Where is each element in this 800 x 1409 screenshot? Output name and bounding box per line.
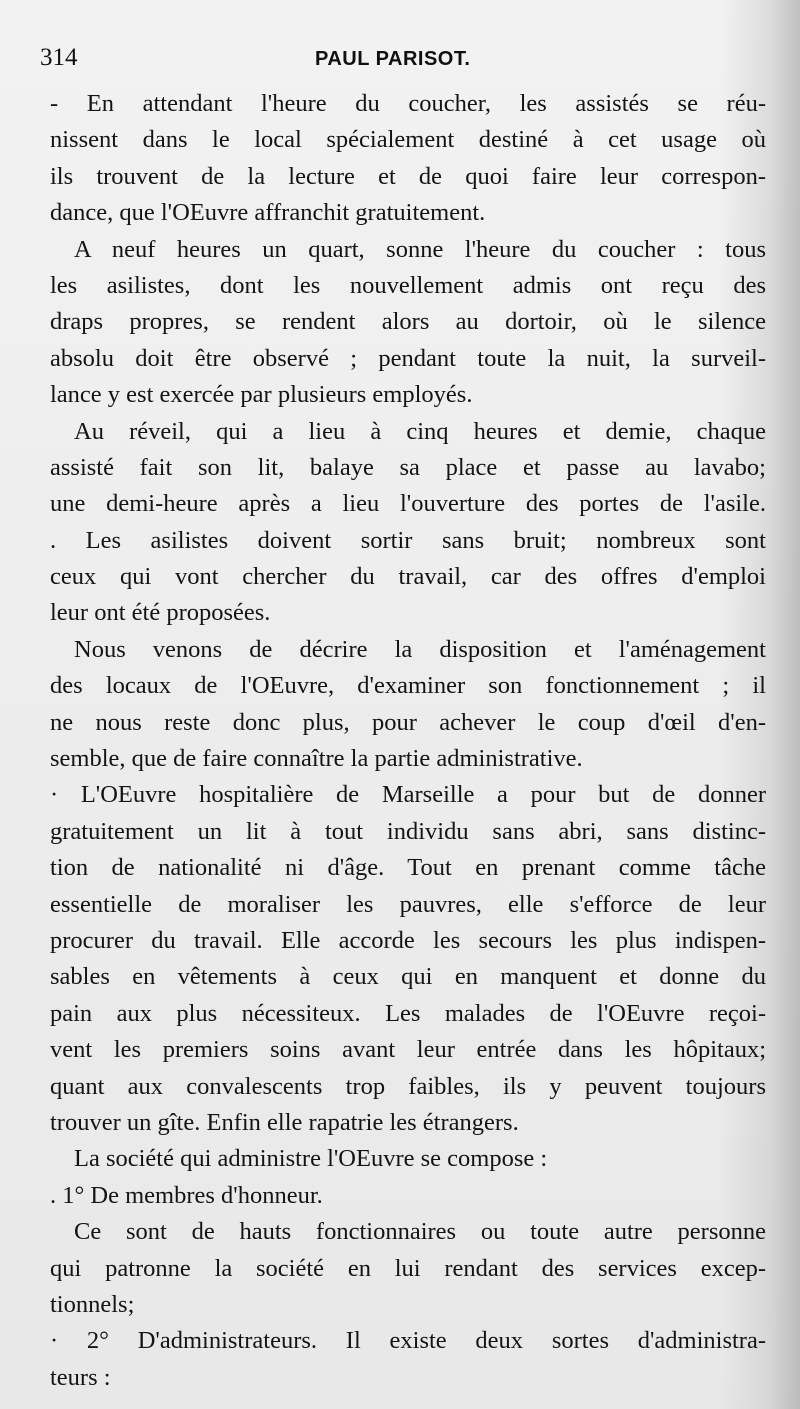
text-line: nissent dans le local spécialement destiné à cet usage où [50,126,766,154]
text-line: trouver un gîte. Enfin elle rapatrie les étrangers. [50,1108,519,1136]
page-header [40,44,760,78]
text-line: essentielle de moraliser les pauvres, elle s'efforce de leur [50,890,766,918]
text-line: semble, que de faire connaître la partie administrative. [50,745,583,773]
text-line: vent les premiers soins avant leur entrée dans les hôpitaux; [50,1036,766,1064]
text-line: tion de nationalité ni d'âge. Tout en prenant comme tâche [50,854,766,882]
text-line: assisté fait son lit, balaye sa place et passe au lavabo; [50,453,766,481]
text-line: ne nous reste donc plus, pour achever le coup d'œil d'en- [50,708,766,736]
text-line: lance y est exercée par plusieurs employés. [50,381,473,409]
text-line: leur ont été proposées. [50,599,271,627]
text-line: · L'OEuvre hospitalière de Marseille a pour but de donner [50,781,766,809]
text-line: qui patronne la société en lui rendant des services excep- [50,1254,766,1282]
text-line: - En attendant l'heure du coucher, les assistés se réu- [50,90,766,117]
text-line: A neuf heures un quart, sonne l'heure du coucher : tous [74,235,766,263]
text-line: draps propres, se rendent alors au dortoir, où le silence [50,308,766,336]
page-number: 314 [40,44,78,71]
text-line: absolu doit être observé ; pendant toute la nuit, la surveil- [50,344,766,372]
text-line: La société qui administre l'OEuvre se compose : [74,1145,548,1173]
text-line: dance, que l'OEuvre affranchit gratuitement. [50,199,486,227]
text-line: Nous venons de décrire la disposition et l'aménagement [74,635,766,663]
text-line: quant aux convalescents trop faibles, ils y peuvent toujours [50,1072,766,1100]
text-line: ceux qui vont chercher du travail, car des offres d'emploi [50,563,766,591]
text-line: ils trouvent de la lecture et de quoi faire leur correspon- [50,162,766,190]
text-line: teurs : [50,1363,111,1391]
text-line: gratuitement un lit à tout individu sans abri, sans distinc- [50,817,766,845]
text-line: procurer du travail. Elle accorde les secours les plus indispen- [50,926,766,954]
text-line: les asilistes, dont les nouvellement admis ont reçu des [50,271,766,299]
text-line: des locaux de l'OEuvre, d'examiner son fonctionnement ; il [50,672,766,700]
body-text [50,86,766,1396]
text-line: sables en vêtements à ceux qui en manquent et donne du [50,963,766,991]
text-line: pain aux plus nécessiteux. Les malades de l'OEuvre reçoi- [50,999,766,1027]
text-line: . 1° De membres d'honneur. [50,1181,323,1209]
text-line: · 2° D'administrateurs. Il existe deux sortes d'administra- [50,1327,766,1355]
text-line: . Les asilistes doivent sortir sans bruit; nombreux sont [50,526,766,554]
running-head: PAUL PARISOT. [315,48,471,70]
text-line: une demi-heure après a lieu l'ouverture des portes de l'asile. [50,490,766,518]
text-line: Au réveil, qui a lieu à cinq heures et demie, chaque [74,417,766,445]
text-line: Ce sont de hauts fonctionnaires ou toute autre personne [74,1218,766,1246]
text-line: tionnels; [50,1290,135,1318]
